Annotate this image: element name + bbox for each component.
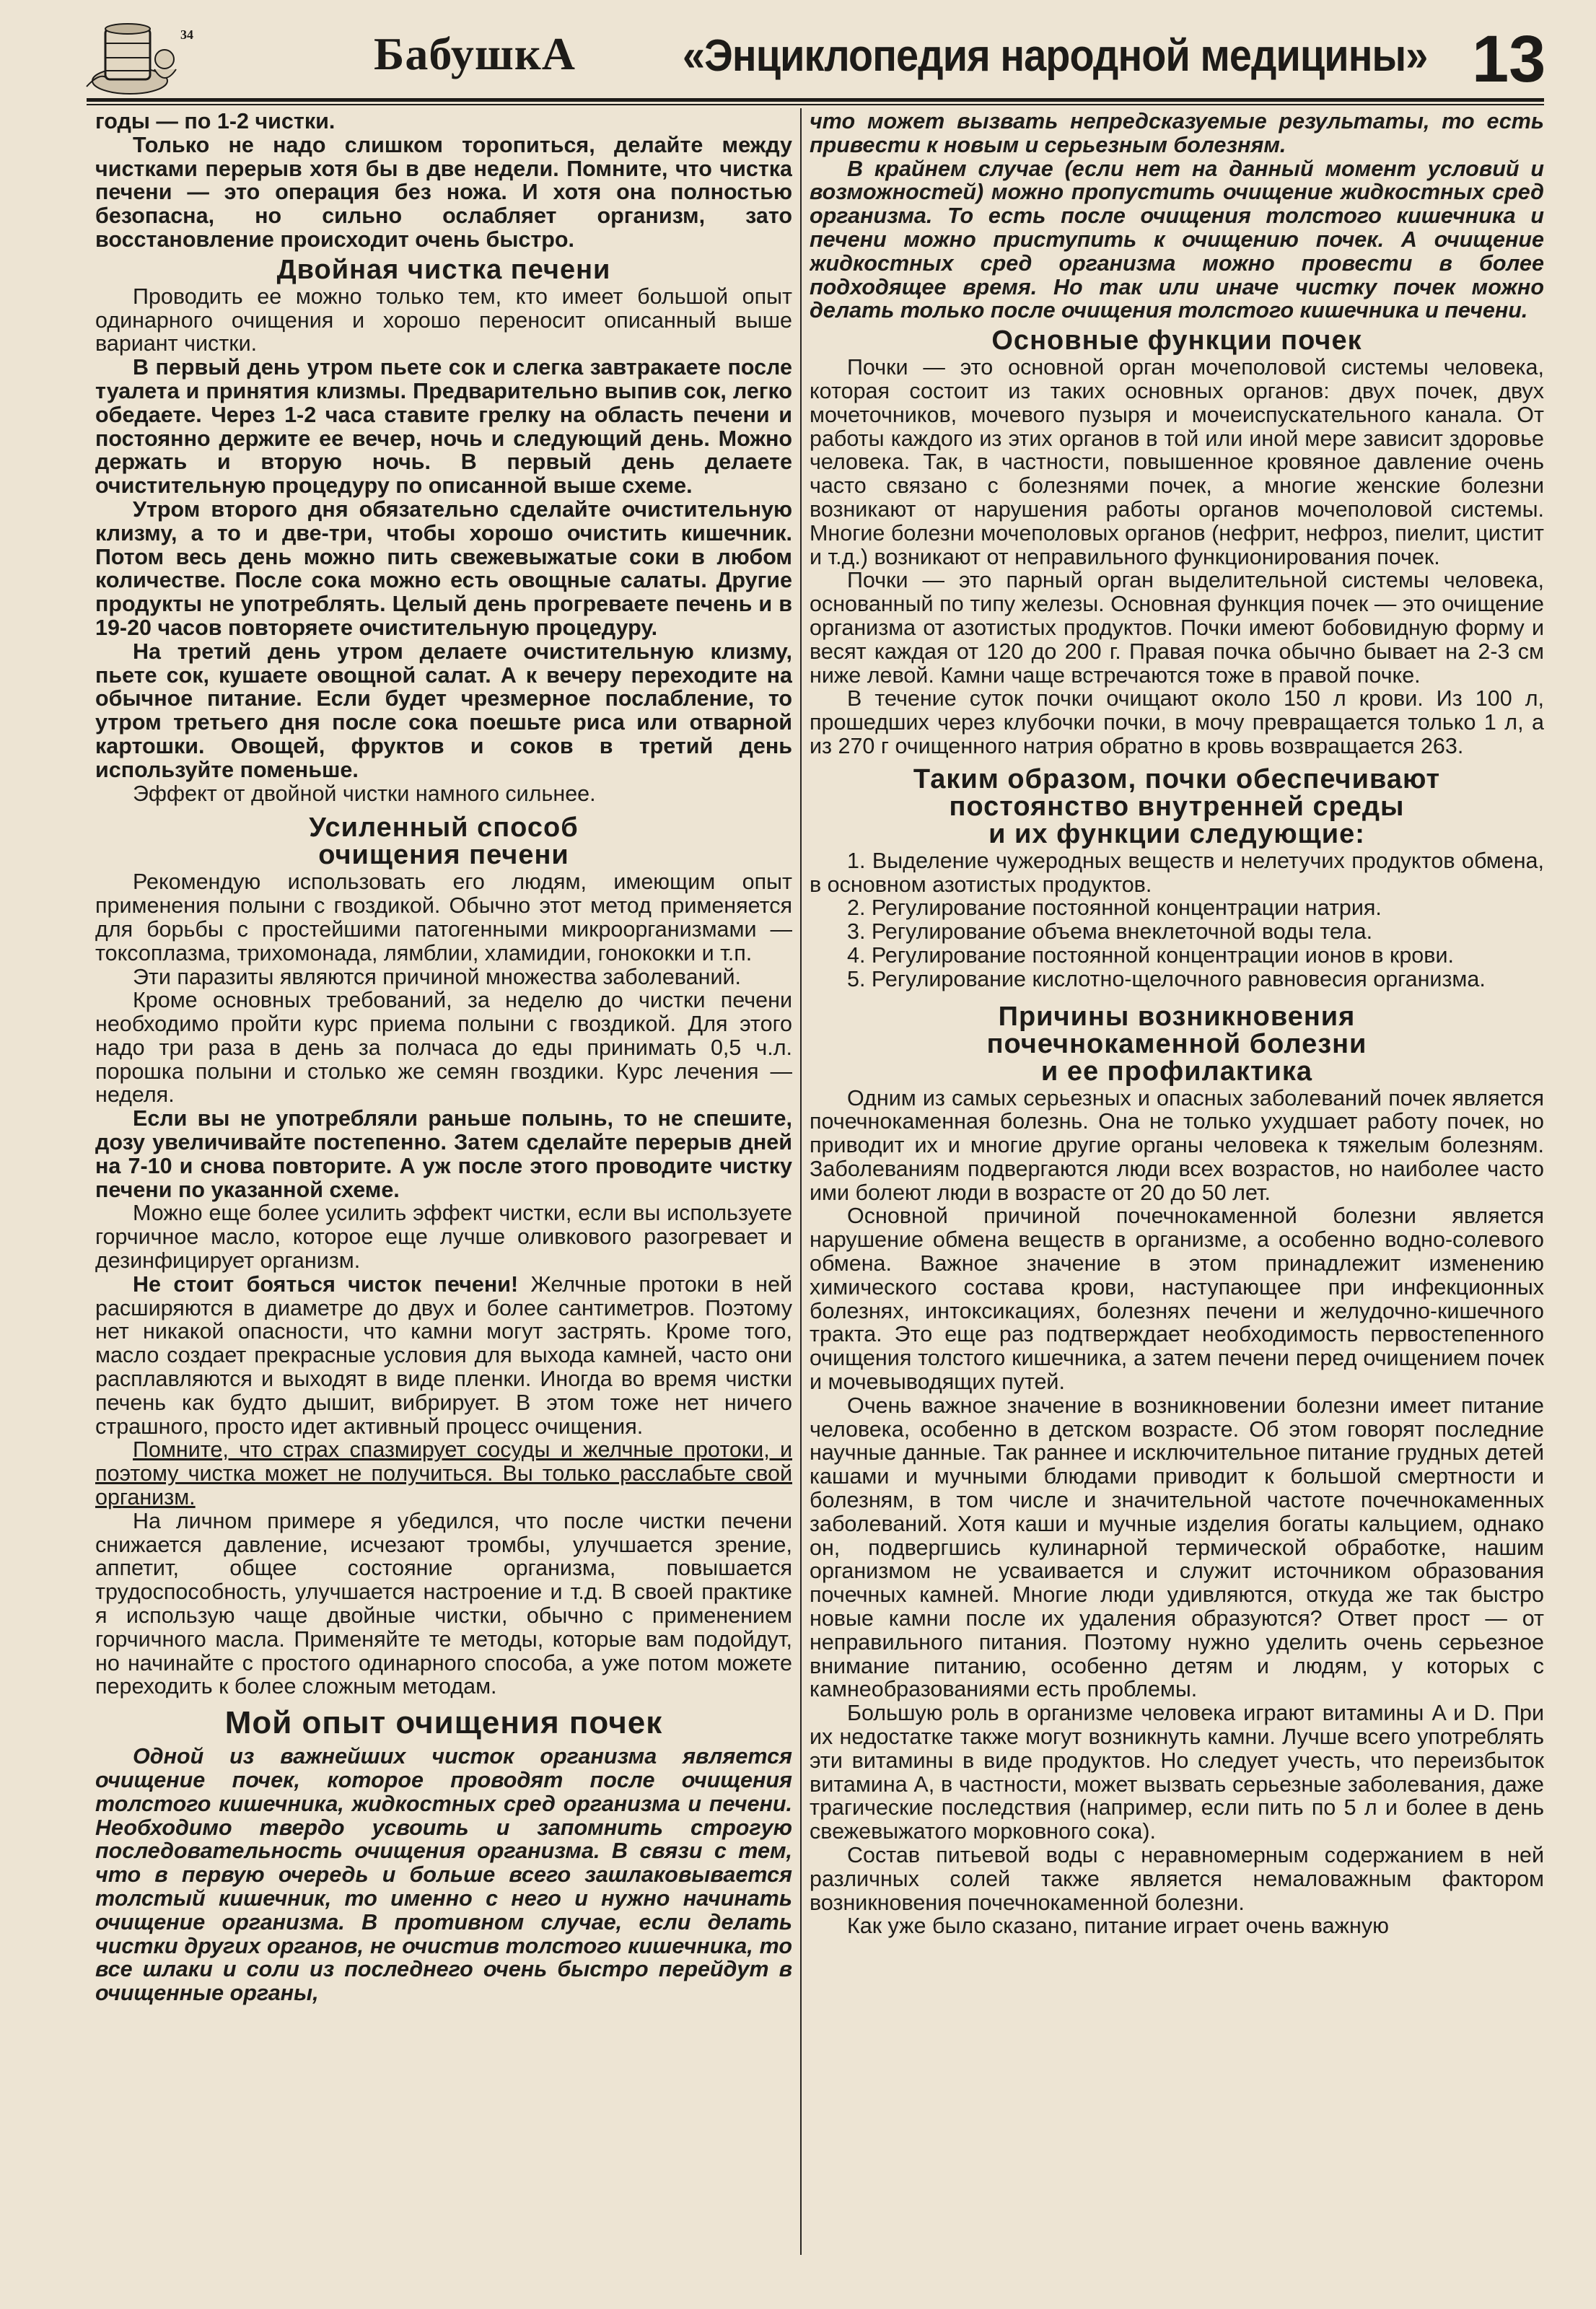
list-item: 1. Выделение чужеродных веществ и нелетучих продуктов обмена, в основном азотистых продуктов.: [810, 848, 1544, 897]
paragraph: Состав питьевой воды с неравномерным содержанием в ней различных солей также является немаловажным фактором возникновения почечнокаменной болезни.: [810, 1843, 1544, 1915]
paragraph: Эти паразиты являются причиной множества заболеваний.: [133, 964, 742, 989]
heading-kidney-cleanse: Мой опыт очищения почек: [224, 1705, 663, 1741]
left-column: [95, 110, 792, 2260]
paragraph: Проводить ее можно только тем, кто имеет большой опыт одинарного очищения и хорошо переносит описанный выше вариант чистки.: [95, 284, 792, 356]
paragraph: Почки — это парный орган выделительной системы человека, основанный по типу железы. Основная функция почек — это очищение организма от азотистых продуктов. Почки имеют бобовидную форму и весят каждая от 120 до 200 г. Правая почка обычно бывает на 2-3 см ниже левой. Камни чаще встречаются тоже в правой почке.: [810, 568, 1544, 688]
paragraph: Можно еще более усилить эффект чистки, если вы используете горчичное масло, которое еще лучше оливкового разогревает и дезинфицирует организм.: [95, 1201, 792, 1274]
list-item: 3. Регулирование объема внеклеточной воды тела.: [847, 919, 1373, 945]
right-column: [810, 110, 1544, 2260]
paragraph: В крайнем случае (если нет на данный момент условий и возможностей) можно пропустить очищение жидкостных сред организма. То есть после очищения толстого кишечника и печени можно приступить к очищению почек. А очищение жидкостных сред организма можно провести в более подходящее время. Но так или иначе чистку почек можно делать только после очищения толстого кишечника и печени.: [810, 156, 1544, 323]
paragraph: Только не надо слишком торопиться, делайте между чистками перерыв хотя бы в две недели. Помните, что чистка печени — это операция без ножа. И хотя она полностью безопасна, но сильно ослабляет организм, зато восстановление происходит очень быстро.: [95, 132, 792, 252]
paragraph: Очень важное значение в возникновении болезни имеет питание человека, особенно в детском возрасте. Об этом говорят последние научные данные. Так раннее и исключительное питание грудных детей кашами и мучными блюдами приводит к большой смертности и болезням, в том числе и значительной частоте почечнокаменных заболеваний. Хотя каши и мучные изделия богаты кальцием, однако он, подвергшись кулинарной термической обработке, нашим организмом не усваивается и служит источником образования почечных камней. Многие люди удивляются, откуда же так быстро новые камни после их удаления образуются? Ответ прост — от неправильного питания. Поэтому нужно уделить очень серьезное внимание питанию, особенно детям и людям, у которых с камнеобразованиями есть проблемы.: [810, 1393, 1544, 1702]
paragraph: [95, 1273, 792, 1439]
bold-lead: Не стоит бояться чисток печени!: [133, 1271, 519, 1297]
functions-list: [810, 849, 1544, 991]
grandmother-logo-icon: [79, 0, 188, 101]
heading-kidney-stone-causes: [810, 1003, 1544, 1085]
paragraph: Если вы не употребляли раньше полынь, то не спешите, дозу увеличивайте постепенно. Затем сделайте перерыв дней на 7-10 и снова повторите. А уж после этого проводите чистку печени по указанной схеме.: [95, 1106, 792, 1202]
underlined-paragraph: Помните, что страх спазмирует сосуды и желчные протоки, и поэтому чистка может не получиться. Вы только расслабьте свой организм.: [95, 1437, 792, 1510]
paragraph: В течение суток почки очищают около 150 л крови. Из 100 л, прошедших через клубочки почки, в мочу превращается только 1 л, а из 270 г очищенного натрия обратно в кровь возвращается 263.: [810, 686, 1544, 758]
paragraph-rest: Желчные протоки в ней расширяются в диаметре до двух и более сантиметров. Поэтому нет никакой опасности, что камни могут застрять. Кроме того, масло создает прекрасные условия для выхода камней, часто они расплавляются и выходят в виде пленки. Иногда во время чистки печень как будто дышит, вибрирует. В этом тоже нет ничего страшного, просто идет активный процесс очищения.: [95, 1271, 792, 1439]
paragraph: Как уже было сказано, питание играет очень важную: [847, 1914, 1390, 1939]
paragraph: Рекомендую использовать его людям, имеющим опыт применения полыни с гвоздикой. Обычно этот метод применяется для борьбы с простейшими патогенными микроорганизмами — токсоплазма, трихомонада, лямблии, хламидии, гонококки и т.п.: [95, 869, 792, 965]
paragraph: Большую роль в организме человека играют витамины A и D. При их недостатке также могут возникнуть камни. Лучше всего употреблять эти витамины в виде продуктов. Но следует учесть, что переизбыток витамина A, в частности, может вызвать серьезные заболевания, даже трагические последствия (например, если пить по 5 л и более в день свежевыжатого морковного сока).: [810, 1701, 1544, 1844]
list-item: 2. Регулирование постоянной концентрации натрия.: [847, 895, 1382, 921]
heading-double-liver-cleanse: Двойная чистка печени: [276, 254, 611, 285]
heading-line: почечнокаменной болезни: [986, 1028, 1367, 1059]
paragraph: Утром второго дня обязательно сделайте очистительную клизму, а то и две-три, чтобы хорошо очистить кишечник. Потом весь день можно пить свежевыжатые соки в любом количестве. После сока можно есть овощные салаты. Другие продукты не употреблять. Целый день прогреваете печень и в 19-20 часов повторяете очистительную процедуру.: [95, 496, 792, 640]
paragraph: что может вызвать непредсказуемые результаты, то есть привести к новым и серьезным болезням.: [810, 110, 1544, 157]
paragraph: В первый день утром пьете сок и слегка завтракаете после туалета и принятия клизмы. Предварительно выпив сок, легко обедаете. Через 1-2 часа ставите грелку на область печени и постоянно держите ее вечер, ночь и следующий день. Можно держать и вторую ночь. В первый день делаете очистительную процедуру по описанной выше схеме.: [95, 355, 792, 499]
header-rule: [87, 98, 1544, 102]
header-rule-thin: [87, 104, 1544, 105]
heading-kidney-functions: Основные функции почек: [991, 325, 1362, 356]
page-number-left: 34: [180, 27, 193, 42]
heading-line: Усиленный способ: [309, 812, 579, 844]
heading-line: и ее профилактика: [1040, 1056, 1313, 1087]
paragraph: На третий день утром делаете очистительную клизму, пьете сок, кушаете овощной салат. А к вечеру переходите на обычное питание. Если будет чрезмерное послабление, то утром третьего дня после сока поешьте риса или отварной картошки. Овощей, фруктов и соков в третий день используйте поменьше.: [95, 639, 792, 782]
paragraph: На личном примере я убедился, что после чистки печени снижается давление, исчезают тромбы, улучшается зрение, аппетит, общее состояние организма, повышается трудоспособность, улучшается настроение и т.д. В своей практике я использую чаще двойные чистки, обычно с применением горчичного масла. Применяйте те методы, которые вам подойдут, но начинайте с простого одинарного способа, а уже потом можете переходить к более сложным методам.: [95, 1508, 792, 1699]
heading-enhanced-method: [95, 814, 792, 869]
paragraph: Одним из самых серьезных и опасных заболеваний почек является почечнокаменная болезнь. Она не только ухудшает работу почек, но приводит их и многие другие органы человека к тяжелым болезням. Заболеваниям подвергаются люди всех возрастов, но наиболее часто ими болеют люди в возрасте от 20 до 50 лет.: [810, 1085, 1544, 1205]
paragraph: Почки — это основной орган мочеполовой системы человека, которая состоит из таких основных органов: двух почек, двух мочеточников, мочевого пузыря и мочеиспускательного канала. От работы каждого из этих органов в той или иной мере зависит здоровье человека. Так, в частности, повышенное кровяное давление очень часто связано с болезнями почек, а многие женские болезни возникают от нарушения работы органов мочеполовой системы. Многие болезни мочеполовых органов (нефрит, нефроз, пиелит, цистит и т.д.) возникают от неправильного функционирования почек.: [810, 355, 1544, 569]
paragraph: Одной из важнейших чисток организма является очищение почек, которое проводят после очищения толстого кишечника, жидкостных сред организма и печени. Необходимо твердо усвоить и запомнить строгую последовательность очищения организма. В связи с тем, что в первую очередь и больше всего зашлаковывается толстый кишечник, то именно с него и нужно начинать очищение организма. В противном случае, если делать чистки других органов, не очистив толстого кишечника, то все шлаки и соли из последнего очень быстро перейдут в очищенные органы,: [95, 1744, 792, 2006]
heading-thus-kidneys: [810, 763, 1544, 849]
newspaper-brand: БабушкА: [374, 28, 576, 79]
series-title: «Энциклопедия народной медицины»: [683, 31, 1428, 81]
heading-line: и их функции следующие:: [988, 818, 1365, 849]
page-number: 13: [1472, 22, 1546, 96]
heading-line: очищения печени: [318, 840, 569, 871]
paragraph: Кроме основных требований, за неделю до чистки печени необходимо пройти курс приема полыни с гвоздикой. Для этого надо три раза в день за полчаса до еды принимать 0,5 ч.л. порошка полыни и столько же семян гвоздики. Курс лечения — неделя.: [95, 988, 792, 1108]
heading-line: Таким образом, почки обеспечивают: [913, 763, 1441, 794]
paragraph: Основной причиной почечнокаменной болезни является нарушение обмена веществ в организме, а особенно водно-солевого обмена. Важное значение в этом принадлежит изменению химического состава крови, наступающее при инфекционных болезнях, интоксикациях, болезнях печени и желудочно-кишечного тракта. Это еще раз подтверждает необходимость первостепенного очищения толстого кишечника, а затем печени перед очищением почек и мочевыводящих путей.: [810, 1204, 1544, 1395]
heading-line: постоянство внутренней среды: [949, 791, 1405, 822]
paragraph: годы — по 1-2 чистки.: [95, 110, 336, 133]
list-item: 5. Регулирование кислотно-щелочного равновесия организма.: [847, 966, 1486, 991]
heading-line: Причины возникновения: [998, 1001, 1356, 1032]
column-divider: [800, 108, 802, 2255]
list-item: 4. Регулирование постоянной концентрации ионов в крови.: [847, 942, 1454, 968]
paragraph: Эффект от двойной чистки намного сильнее.: [133, 781, 596, 806]
